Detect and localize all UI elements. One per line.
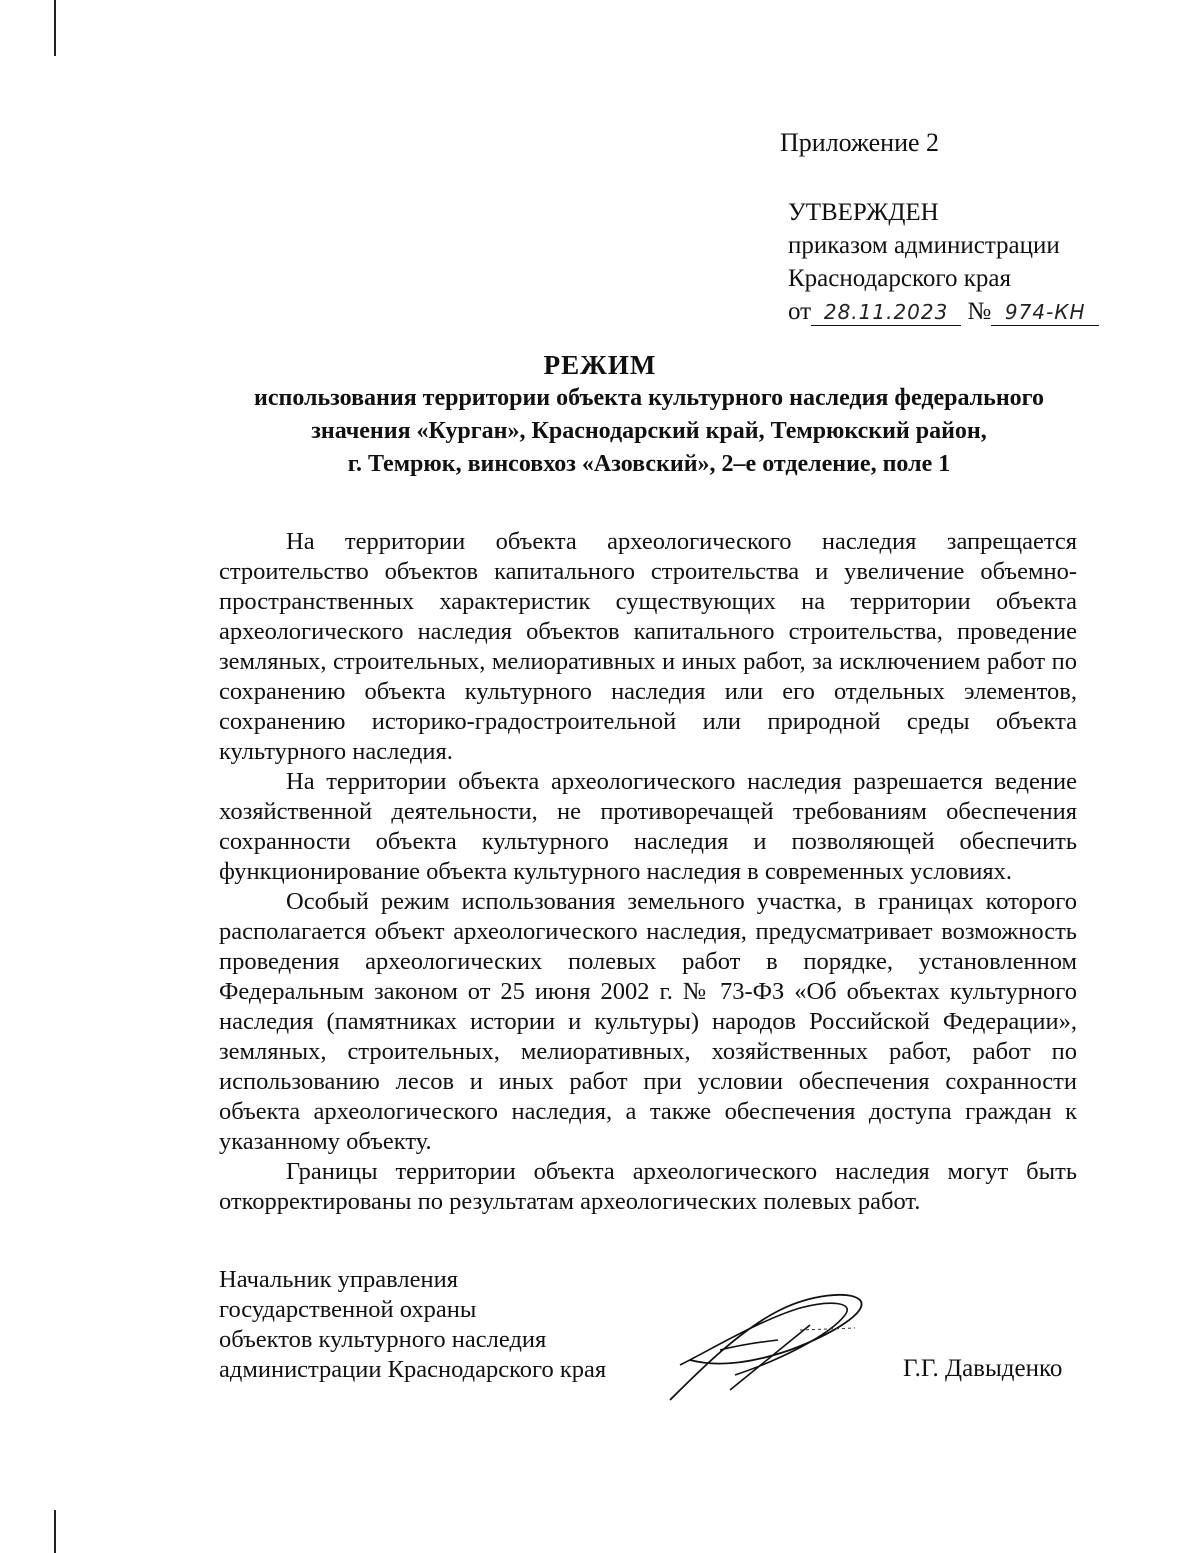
subtitle-line3: г. Темрюк, винсовхоз «Азовский», 2–е отделение, поле 1 <box>347 451 951 477</box>
document-subtitle <box>180 382 1118 481</box>
order-date-number <box>788 295 1099 328</box>
paragraph-prohibitions: На территории объекта археологического наследия запрещается строительство объектов капитального строительства и увеличение объемно-пространственных характеристик существующих на территории объекта археологического наследия объектов капитального строительства, проведение земляных, строительных, мелиоративных и иных работ, за исключением работ по сохранению объекта культурного наследия или его отдельных элементов, сохранению историко-градостроительной или природной среды объекта культурного наследия. <box>219 528 1077 765</box>
document-body <box>219 527 1077 1217</box>
document-title: РЕЖИМ <box>543 350 657 380</box>
appendix-label: Приложение 2 <box>780 128 940 157</box>
approved-label: УТВЕРЖДЕН <box>788 199 939 226</box>
approved-by-line2: Краснодарского края <box>788 265 1011 292</box>
scan-edge-line-top <box>54 0 56 56</box>
paragraph-permissions: На территории объекта археологического наследия разрешается ведение хозяйственной деятельности, не противоречащей требованиям обеспечения сохранности объекта культурного наследия и позволяющей обеспечить функционирование объекта культурного наследия в современных условиях. <box>219 768 1077 885</box>
position-line1: Начальник управления <box>219 1266 458 1293</box>
handwritten-signature-icon <box>660 1290 870 1410</box>
number-prefix: № <box>967 298 992 325</box>
signatory-position <box>219 1265 606 1385</box>
order-number: 974-КН <box>991 299 1099 326</box>
paragraph-special-regime: Особый режим использования земельного участка, в границах которого располагается объект археологического наследия, предусматривает возможность проведения археологических полевых работ в порядке, установленном Федеральным законом от 25 июня 2002 г. № 73-ФЗ «Об объектах культурного наследия (памятниках истории и культуры) народов Российской Федерации», земляных, строительных, мелиоративных, хозяйственных работ, работ по использованию лесов и иных работ при условии обеспечения сохранности объекта археологического наследия, а также обеспечения доступа граждан к указанному объекту. <box>219 888 1077 1155</box>
signatory-name: Г.Г. Давыденко <box>903 1355 1063 1382</box>
approval-block <box>788 196 1099 328</box>
date-prefix: от <box>788 298 812 325</box>
position-line3: объектов культурного наследия <box>219 1326 547 1353</box>
order-date: 28.11.2023 <box>811 299 961 326</box>
approved-by-line1: приказом администрации <box>788 232 1060 259</box>
subtitle-line1: использования территории объекта культурного наследия федерального <box>254 385 1044 411</box>
position-line2: государственной охраны <box>219 1296 477 1323</box>
scan-edge-line-bottom <box>54 1510 56 1553</box>
paragraph-boundaries: Границы территории объекта археологического наследия могут быть откорректированы по результатам археологических полевых работ. <box>219 1158 1077 1215</box>
position-line4: администрации Краснодарского края <box>219 1356 607 1383</box>
subtitle-line2: значения «Курган», Краснодарский край, Темрюкский район, <box>311 418 987 444</box>
